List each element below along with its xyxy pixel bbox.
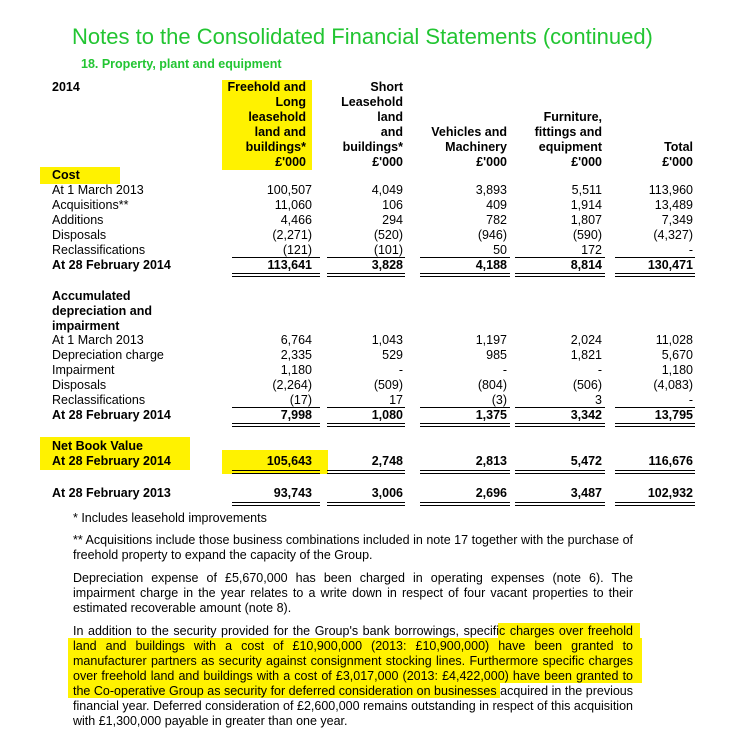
year-label: 2014 (52, 80, 80, 94)
col-header-furniture: Furniture, fittings and equipment £'000 (534, 110, 602, 169)
footnote-leasehold: * Includes leasehold improvements (73, 511, 267, 525)
double-rule (327, 423, 405, 427)
double-rule (420, 502, 510, 506)
double-rule (515, 470, 605, 474)
double-rule (615, 273, 695, 277)
double-rule (327, 470, 405, 474)
double-rule (420, 273, 510, 277)
footnote-acquisitions: ** Acquisitions include those business combinations included in note 17 together with the purchase of freehold property to expand the capacity of the Group. (73, 533, 633, 562)
double-rule (420, 470, 510, 474)
col-header-freehold: Freehold and Long leasehold land and buildings* £'000 (222, 80, 312, 170)
cost-heading: Cost (52, 168, 80, 182)
double-rule (515, 423, 605, 427)
double-rule (515, 502, 605, 506)
page-title: Notes to the Consolidated Financial Statements (continued) (72, 24, 653, 49)
double-rule (327, 502, 405, 506)
paragraph-depreciation: Depreciation expense of £5,670,000 has been charged in operating expenses (note 6). The impairment charge in the year relates to a write down in respect of four vacant properties to their estimated recoverable amount (note 8). (73, 571, 633, 615)
double-rule (232, 502, 320, 506)
double-rule (420, 423, 510, 427)
paragraph-security: In addition to the security provided for the Group's bank borrowings, specific charges over freehold land and buildings with a cost of £10,900,000 (2013: £10,900,000) have been granted to manufacturer partners as security against consignment stocking lines. Furthermore specific charges over freehold land and buildings with a cost of £3,017,000 (2013: £4,422,000) have been granted to the Co-operative Group as security for deferred consideration on businesses acquired in the previous financial year. Deferred consideration of £2,600,000 remains outstanding in respect of this acquisition with £1,300,000 payable in greater than one year. (73, 624, 633, 728)
double-rule (615, 502, 695, 506)
double-rule (615, 423, 695, 427)
col-header-total: Total £'000 (662, 140, 693, 169)
double-rule (615, 470, 695, 474)
nbv-heading: Net Book Value (52, 439, 143, 453)
depreciation-heading: Accumulated depreciation and impairment (52, 289, 153, 333)
col-header-vehicles: Vehicles and Machinery £'000 (431, 125, 507, 169)
double-rule (232, 273, 320, 277)
double-rule (515, 273, 605, 277)
col-header-short-leasehold: Short Leasehold land and buildings* £'000 (341, 80, 403, 169)
double-rule (232, 423, 320, 427)
double-rule (327, 273, 405, 277)
double-rule (232, 470, 320, 474)
note-heading: 18. Property, plant and equipment (81, 57, 282, 71)
